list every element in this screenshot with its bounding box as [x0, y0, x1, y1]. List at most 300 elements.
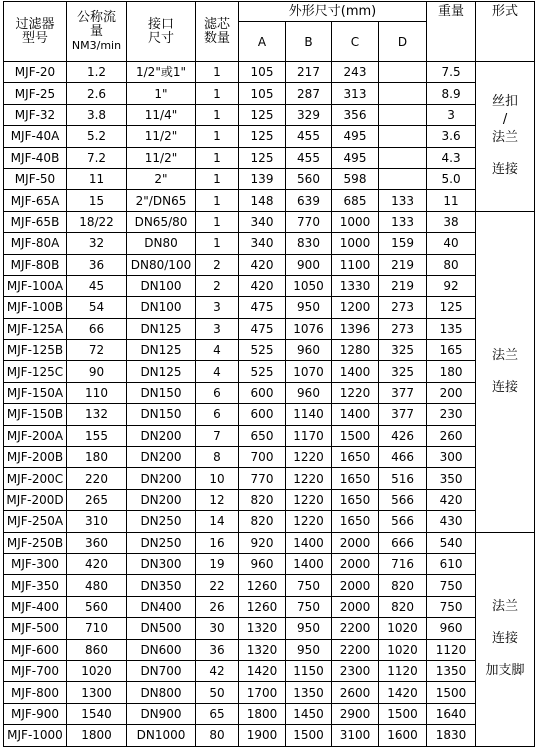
- cell-model: MJF-700: [4, 660, 67, 681]
- cell-model: MJF-200D: [4, 489, 67, 510]
- cell-dim-a: 475: [239, 318, 286, 339]
- cell-dim-d: 820: [379, 575, 427, 596]
- cell-flow: 860: [67, 639, 127, 660]
- form-gap: [476, 648, 534, 662]
- cell-dim-d: 273: [379, 297, 427, 318]
- cell-model: MJF-250B: [4, 532, 67, 553]
- cell-port: DN125: [127, 318, 196, 339]
- cell-model: MJF-100B: [4, 297, 67, 318]
- cell-dim-c: 685: [332, 190, 379, 211]
- cell-dim-b: 950: [286, 618, 332, 639]
- cell-flow: 1540: [67, 703, 127, 724]
- cell-model: MJF-150A: [4, 382, 67, 403]
- form-line: 加支脚: [485, 663, 525, 679]
- cell-dim-d: 159: [379, 233, 427, 254]
- cell-elements: 42: [196, 660, 239, 681]
- cell-dim-b: 750: [286, 596, 332, 617]
- cell-model: MJF-350: [4, 575, 67, 596]
- cell-port: 1/2"或1": [127, 62, 196, 83]
- cell-weight: 5.0: [427, 168, 476, 189]
- cell-port: DN200: [127, 447, 196, 468]
- cell-dim-a: 820: [239, 511, 286, 532]
- cell-weight: 430: [427, 511, 476, 532]
- cell-dim-a: 700: [239, 447, 286, 468]
- cell-flow: 66: [67, 318, 127, 339]
- cell-port: DN125: [127, 361, 196, 382]
- cell-dim-d: [379, 147, 427, 168]
- cell-weight: 610: [427, 553, 476, 574]
- cell-port: DN125: [127, 340, 196, 361]
- header-elements-line1: 滤芯: [203, 16, 230, 32]
- cell-dim-b: 1400: [286, 553, 332, 574]
- form-gap: [476, 616, 534, 630]
- table-row: [4, 511, 535, 532]
- cell-dim-d: 133: [379, 211, 427, 232]
- cell-dim-b: 1140: [286, 404, 332, 425]
- cell-dim-d: 1020: [379, 639, 427, 660]
- cell-elements: 1: [196, 83, 239, 104]
- cell-port: 2"/DN65: [127, 190, 196, 211]
- table-row: [4, 318, 535, 339]
- cell-dim-d: 426: [379, 425, 427, 446]
- cell-port: DN200: [127, 468, 196, 489]
- cell-dim-b: 1076: [286, 318, 332, 339]
- cell-model: MJF-1000: [4, 725, 67, 746]
- cell-dim-b: 1400: [286, 532, 332, 553]
- cell-elements: 22: [196, 575, 239, 596]
- cell-port: DN100: [127, 297, 196, 318]
- cell-port: DN200: [127, 425, 196, 446]
- cell-dim-c: 495: [332, 126, 379, 147]
- cell-dim-a: 525: [239, 361, 286, 382]
- cell-flow: 420: [67, 553, 127, 574]
- cell-port: DN400: [127, 596, 196, 617]
- cell-dim-b: 560: [286, 168, 332, 189]
- cell-elements: 50: [196, 682, 239, 703]
- cell-dim-c: 2000: [332, 575, 379, 596]
- cell-dim-c: 1100: [332, 254, 379, 275]
- cell-port: DN300: [127, 553, 196, 574]
- cell-flow: 155: [67, 425, 127, 446]
- cell-dim-a: 125: [239, 126, 286, 147]
- cell-dim-c: 1650: [332, 489, 379, 510]
- cell-dim-d: 1600: [379, 725, 427, 746]
- cell-dim-b: 455: [286, 126, 332, 147]
- form-line: /: [502, 112, 508, 128]
- cell-dim-d: 219: [379, 275, 427, 296]
- table-row: [4, 297, 535, 318]
- cell-port: DN200: [127, 489, 196, 510]
- cell-port: DN700: [127, 660, 196, 681]
- cell-elements: 30: [196, 618, 239, 639]
- cell-model: MJF-80A: [4, 233, 67, 254]
- cell-dim-b: 1050: [286, 275, 332, 296]
- table-row: [4, 126, 535, 147]
- cell-dim-d: 566: [379, 511, 427, 532]
- cell-model: MJF-250A: [4, 511, 67, 532]
- cell-port: DN65/80: [127, 211, 196, 232]
- form-line: 连接: [492, 162, 519, 178]
- cell-model: MJF-900: [4, 703, 67, 724]
- cell-elements: 19: [196, 553, 239, 574]
- cell-elements: 12: [196, 489, 239, 510]
- cell-dim-a: 960: [239, 553, 286, 574]
- cell-dim-b: 1500: [286, 725, 332, 746]
- cell-elements: 4: [196, 361, 239, 382]
- cell-port: DN100: [127, 275, 196, 296]
- cell-flow: 480: [67, 575, 127, 596]
- cell-dim-a: 1420: [239, 660, 286, 681]
- cell-dim-b: 750: [286, 575, 332, 596]
- cell-dim-c: 2600: [332, 682, 379, 703]
- cell-dim-a: 1320: [239, 618, 286, 639]
- cell-port: DN1000: [127, 725, 196, 746]
- cell-flow: 132: [67, 404, 127, 425]
- header-dim-b: B: [286, 22, 332, 62]
- cell-dim-c: 1500: [332, 425, 379, 446]
- cell-dim-b: 1220: [286, 489, 332, 510]
- cell-dim-a: 600: [239, 382, 286, 403]
- cell-weight: 11: [427, 190, 476, 211]
- form-gap: [476, 147, 534, 161]
- cell-dim-d: 516: [379, 468, 427, 489]
- cell-flow: 11: [67, 168, 127, 189]
- cell-flow: 90: [67, 361, 127, 382]
- cell-elements: 3: [196, 318, 239, 339]
- cell-weight: 125: [427, 297, 476, 318]
- cell-flow: 360: [67, 532, 127, 553]
- cell-dim-d: 1020: [379, 618, 427, 639]
- cell-dim-c: 2000: [332, 596, 379, 617]
- header-weight: 重量: [427, 2, 476, 62]
- cell-dim-a: 139: [239, 168, 286, 189]
- cell-dim-d: 666: [379, 532, 427, 553]
- cell-port: DN900: [127, 703, 196, 724]
- cell-dim-b: 960: [286, 382, 332, 403]
- cell-flow: 220: [67, 468, 127, 489]
- cell-elements: 16: [196, 532, 239, 553]
- cell-dim-d: 377: [379, 382, 427, 403]
- cell-dim-a: 105: [239, 83, 286, 104]
- header-port-line1: 接口: [147, 16, 174, 32]
- cell-dim-c: 313: [332, 83, 379, 104]
- cell-flow: 32: [67, 233, 127, 254]
- cell-dim-c: 1650: [332, 511, 379, 532]
- cell-dim-d: 466: [379, 447, 427, 468]
- cell-elements: 1: [196, 104, 239, 125]
- cell-weight: 750: [427, 596, 476, 617]
- header-flow-line1: 公称流: [76, 9, 116, 25]
- cell-elements: 1: [196, 62, 239, 83]
- cell-port: DN350: [127, 575, 196, 596]
- cell-elements: 26: [196, 596, 239, 617]
- spec-body: [4, 62, 535, 747]
- header-port-line2: 尺寸: [147, 30, 174, 46]
- cell-port: 2": [127, 168, 196, 189]
- cell-dim-c: 2200: [332, 618, 379, 639]
- table-row: [4, 62, 535, 83]
- cell-weight: 4.3: [427, 147, 476, 168]
- cell-model: MJF-65A: [4, 190, 67, 211]
- cell-dim-b: 900: [286, 254, 332, 275]
- cell-weight: 540: [427, 532, 476, 553]
- cell-dim-c: 1396: [332, 318, 379, 339]
- table-row: [4, 211, 535, 232]
- cell-dim-b: 329: [286, 104, 332, 125]
- cell-port: DN800: [127, 682, 196, 703]
- cell-flow: 265: [67, 489, 127, 510]
- cell-elements: 1: [196, 126, 239, 147]
- cell-weight: 180: [427, 361, 476, 382]
- table-row: [4, 190, 535, 211]
- cell-weight: 80: [427, 254, 476, 275]
- cell-flow: 72: [67, 340, 127, 361]
- cell-dim-a: 125: [239, 104, 286, 125]
- cell-dim-a: 475: [239, 297, 286, 318]
- cell-flow: 54: [67, 297, 127, 318]
- table-row: [4, 596, 535, 617]
- cell-weight: 3.6: [427, 126, 476, 147]
- cell-weight: 230: [427, 404, 476, 425]
- cell-model: MJF-500: [4, 618, 67, 639]
- cell-weight: 1830: [427, 725, 476, 746]
- form-line: 法兰: [492, 130, 519, 146]
- cell-model: MJF-200C: [4, 468, 67, 489]
- cell-flow: 18/22: [67, 211, 127, 232]
- cell-form: [476, 211, 535, 532]
- cell-weight: 960: [427, 618, 476, 639]
- cell-weight: 200: [427, 382, 476, 403]
- cell-weight: 40: [427, 233, 476, 254]
- cell-dim-b: 1220: [286, 447, 332, 468]
- header-dim-a: A: [239, 22, 286, 62]
- cell-dim-b: 1170: [286, 425, 332, 446]
- cell-model: MJF-100A: [4, 275, 67, 296]
- header-dim-d: D: [379, 22, 427, 62]
- cell-dim-b: 1150: [286, 660, 332, 681]
- cell-flow: 36: [67, 254, 127, 275]
- cell-weight: 7.5: [427, 62, 476, 83]
- cell-dim-a: 105: [239, 62, 286, 83]
- cell-dim-d: 716: [379, 553, 427, 574]
- cell-dim-a: 770: [239, 468, 286, 489]
- cell-weight: 165: [427, 340, 476, 361]
- cell-dim-c: 598: [332, 168, 379, 189]
- table-row: [4, 254, 535, 275]
- cell-dim-b: 1070: [286, 361, 332, 382]
- cell-weight: 350: [427, 468, 476, 489]
- table-row: [4, 618, 535, 639]
- cell-elements: 7: [196, 425, 239, 446]
- cell-weight: 1120: [427, 639, 476, 660]
- cell-model: MJF-40B: [4, 147, 67, 168]
- cell-model: MJF-50: [4, 168, 67, 189]
- cell-port: 11/4": [127, 104, 196, 125]
- cell-flow: 1800: [67, 725, 127, 746]
- cell-dim-d: 1420: [379, 682, 427, 703]
- cell-dim-a: 420: [239, 275, 286, 296]
- cell-elements: 6: [196, 404, 239, 425]
- cell-model: MJF-32: [4, 104, 67, 125]
- cell-elements: 3: [196, 297, 239, 318]
- cell-dim-c: 1000: [332, 233, 379, 254]
- cell-flow: 15: [67, 190, 127, 211]
- cell-model: MJF-800: [4, 682, 67, 703]
- cell-dim-b: 455: [286, 147, 332, 168]
- cell-flow: 2.6: [67, 83, 127, 104]
- cell-flow: 560: [67, 596, 127, 617]
- cell-dim-b: 950: [286, 297, 332, 318]
- cell-flow: 5.2: [67, 126, 127, 147]
- cell-weight: 260: [427, 425, 476, 446]
- cell-flow: 45: [67, 275, 127, 296]
- cell-weight: 8.9: [427, 83, 476, 104]
- cell-dim-a: 820: [239, 489, 286, 510]
- cell-dim-b: 1350: [286, 682, 332, 703]
- cell-weight: 3: [427, 104, 476, 125]
- cell-weight: 1350: [427, 660, 476, 681]
- cell-dim-c: 1650: [332, 468, 379, 489]
- cell-dim-c: 1000: [332, 211, 379, 232]
- cell-dim-c: 3100: [332, 725, 379, 746]
- cell-dim-d: 133: [379, 190, 427, 211]
- cell-dim-d: [379, 62, 427, 83]
- table-row: [4, 104, 535, 125]
- table-row: [4, 489, 535, 510]
- cell-dim-d: [379, 126, 427, 147]
- cell-elements: 8: [196, 447, 239, 468]
- table-row: [4, 147, 535, 168]
- cell-model: MJF-65B: [4, 211, 67, 232]
- cell-dim-a: 148: [239, 190, 286, 211]
- cell-model: MJF-200A: [4, 425, 67, 446]
- cell-dim-d: 566: [379, 489, 427, 510]
- form-line: 法兰: [492, 599, 519, 615]
- cell-weight: 750: [427, 575, 476, 596]
- cell-weight: 1640: [427, 703, 476, 724]
- cell-model: MJF-125B: [4, 340, 67, 361]
- cell-flow: 1020: [67, 660, 127, 681]
- table-row: [4, 532, 535, 553]
- cell-elements: 80: [196, 725, 239, 746]
- header-model: [4, 2, 67, 62]
- cell-dim-c: 1650: [332, 447, 379, 468]
- cell-elements: 6: [196, 382, 239, 403]
- table-row: [4, 553, 535, 574]
- header-model-line2: 型号: [21, 30, 48, 46]
- header-dimensions: 外形尺寸(mm): [239, 2, 427, 22]
- cell-form: [476, 62, 535, 212]
- cell-dim-a: 1800: [239, 703, 286, 724]
- cell-flow: 1300: [67, 682, 127, 703]
- cell-dim-a: 340: [239, 211, 286, 232]
- cell-port: 11/2": [127, 147, 196, 168]
- cell-dim-d: [379, 104, 427, 125]
- cell-dim-d: 377: [379, 404, 427, 425]
- cell-dim-a: 125: [239, 147, 286, 168]
- header-form: 形式: [476, 2, 535, 62]
- cell-dim-a: 420: [239, 254, 286, 275]
- cell-port: DN80/100: [127, 254, 196, 275]
- cell-port: 11/2": [127, 126, 196, 147]
- header-elements-line2: 数量: [203, 30, 230, 46]
- cell-port: DN250: [127, 532, 196, 553]
- cell-elements: 36: [196, 639, 239, 660]
- table-row: [4, 168, 535, 189]
- form-line: 连接: [492, 379, 519, 395]
- cell-flow: 180: [67, 447, 127, 468]
- cell-dim-c: 2900: [332, 703, 379, 724]
- cell-dim-b: 950: [286, 639, 332, 660]
- cell-dim-d: [379, 168, 427, 189]
- table-row: [4, 340, 535, 361]
- cell-weight: 420: [427, 489, 476, 510]
- table-row: [4, 404, 535, 425]
- cell-elements: 65: [196, 703, 239, 724]
- table-row: [4, 660, 535, 681]
- table-row: [4, 639, 535, 660]
- cell-dim-b: 1450: [286, 703, 332, 724]
- cell-port: DN80: [127, 233, 196, 254]
- cell-elements: 2: [196, 275, 239, 296]
- header-flow: [67, 2, 127, 62]
- cell-dim-c: 2200: [332, 639, 379, 660]
- cell-dim-a: 1700: [239, 682, 286, 703]
- header-elements: [196, 2, 239, 62]
- cell-dim-c: 1280: [332, 340, 379, 361]
- cell-dim-c: 1400: [332, 404, 379, 425]
- cell-weight: 92: [427, 275, 476, 296]
- table-row: [4, 468, 535, 489]
- cell-elements: 1: [196, 211, 239, 232]
- cell-elements: 1: [196, 190, 239, 211]
- cell-flow: 1.2: [67, 62, 127, 83]
- cell-model: MJF-20: [4, 62, 67, 83]
- table-row: [4, 703, 535, 724]
- table-row: [4, 233, 535, 254]
- cell-dim-c: 2000: [332, 553, 379, 574]
- cell-port: DN500: [127, 618, 196, 639]
- cell-dim-b: 287: [286, 83, 332, 104]
- table-row: [4, 447, 535, 468]
- cell-elements: 14: [196, 511, 239, 532]
- cell-dim-a: 1260: [239, 596, 286, 617]
- cell-dim-c: 2300: [332, 660, 379, 681]
- cell-model: MJF-125A: [4, 318, 67, 339]
- cell-flow: 710: [67, 618, 127, 639]
- cell-flow: 110: [67, 382, 127, 403]
- table-row: [4, 83, 535, 104]
- cell-dim-d: [379, 83, 427, 104]
- cell-dim-d: 1500: [379, 703, 427, 724]
- form-line: 丝扣: [492, 94, 519, 110]
- cell-dim-a: 600: [239, 404, 286, 425]
- table-row: [4, 682, 535, 703]
- form-line: 法兰: [492, 347, 519, 363]
- cell-model: MJF-25: [4, 83, 67, 104]
- cell-dim-c: 495: [332, 147, 379, 168]
- table-row: [4, 425, 535, 446]
- table-row: [4, 725, 535, 746]
- cell-dim-a: 340: [239, 233, 286, 254]
- cell-elements: 2: [196, 254, 239, 275]
- cell-port: DN150: [127, 382, 196, 403]
- cell-weight: 1500: [427, 682, 476, 703]
- cell-dim-a: 1260: [239, 575, 286, 596]
- cell-model: MJF-80B: [4, 254, 67, 275]
- cell-model: MJF-300: [4, 553, 67, 574]
- cell-dim-c: 1220: [332, 382, 379, 403]
